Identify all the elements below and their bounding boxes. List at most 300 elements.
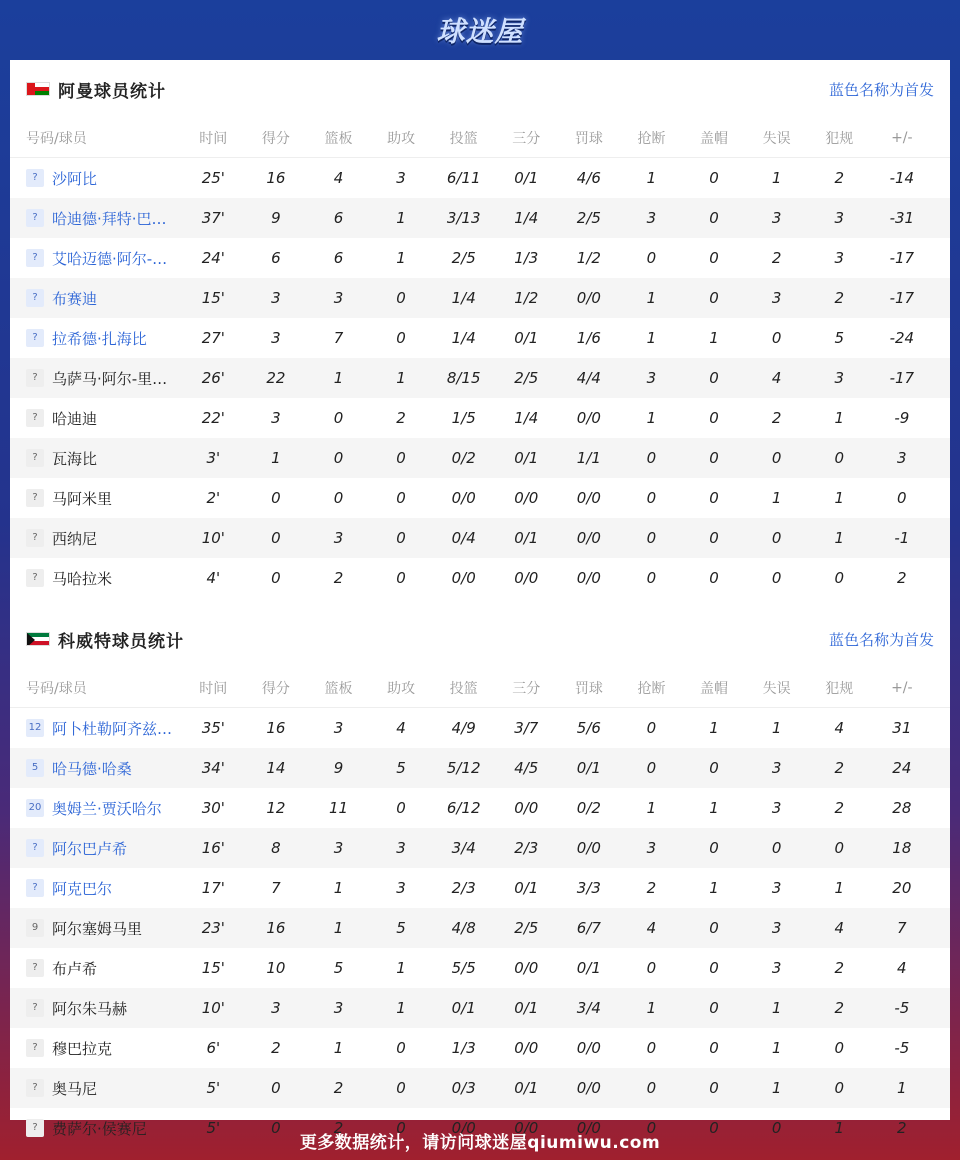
- stat-min: 5': [206, 1079, 221, 1097]
- stat-pf: 0: [834, 1079, 844, 1097]
- stat-stl: 0: [646, 1079, 657, 1097]
- jersey-number-badge: ?: [26, 569, 44, 587]
- jersey-number-badge: ?: [26, 209, 44, 227]
- stat-reb: 2: [333, 1079, 344, 1097]
- jersey-number-badge: ?: [26, 449, 44, 467]
- jersey-number-badge: ?: [26, 839, 44, 857]
- stat-to: 1: [771, 999, 782, 1017]
- stat-ast: 1: [396, 369, 406, 387]
- stat-fg: 2/5: [451, 249, 476, 267]
- stat-blk: 1: [709, 329, 719, 347]
- stat-pm: 0: [897, 489, 907, 507]
- stat-reb: 3: [333, 289, 344, 307]
- stat-fg: 1/5: [451, 409, 476, 427]
- stat-min: 3': [206, 449, 221, 467]
- stat-to: 1: [771, 719, 782, 737]
- stat-pts: 2: [271, 1039, 281, 1057]
- stat-ft: 0/1: [576, 959, 601, 977]
- stat-pf: 0: [834, 569, 844, 587]
- stat-reb: 4: [333, 169, 344, 187]
- stat-stl: 0: [646, 719, 657, 737]
- stat-ft: 4/6: [576, 169, 601, 187]
- stat-reb: 7: [333, 329, 344, 347]
- stat-ast: 0: [396, 1039, 406, 1057]
- player-name-link[interactable]: 阿尔朱马赫: [52, 999, 128, 1018]
- stat-pm: -9: [894, 409, 910, 427]
- player-name-link[interactable]: 阿克巴尔: [52, 879, 113, 898]
- stat-blk: 0: [709, 839, 719, 857]
- player-name-link[interactable]: 奥姆兰·贾沃哈尔: [52, 799, 162, 818]
- stat-blk: 0: [709, 959, 719, 977]
- stat-ast: 5: [396, 919, 406, 937]
- table-row: [10, 1068, 950, 1108]
- player-cell: [10, 208, 182, 229]
- col-ast: 助攻: [387, 130, 416, 147]
- stat-ast: 1: [396, 999, 406, 1017]
- stat-reb: 6: [333, 209, 344, 227]
- oman-flag-icon: [26, 82, 50, 96]
- jersey-number-badge: ?: [26, 1079, 44, 1097]
- stat-to: 2: [771, 249, 782, 267]
- stat-tp: 0/1: [514, 529, 539, 547]
- player-cell: [10, 448, 182, 469]
- stat-to: 1: [771, 1039, 782, 1057]
- stat-pm: -17: [889, 369, 915, 387]
- stat-stl: 0: [646, 759, 657, 777]
- stat-blk: 0: [709, 169, 719, 187]
- table-row: [10, 158, 950, 198]
- col-3p: 三分: [512, 130, 541, 147]
- table-row: [10, 988, 950, 1028]
- stat-pm: 4: [897, 959, 907, 977]
- stat-to: 3: [771, 209, 782, 227]
- col-blk: 盖帽: [700, 680, 729, 697]
- top-banner: [0, 0, 960, 60]
- stat-reb: 0: [333, 449, 344, 467]
- stat-to: 0: [771, 529, 782, 547]
- stat-pts: 0: [271, 1079, 281, 1097]
- stat-pts: 0: [271, 569, 281, 587]
- jersey-number-badge: ?: [26, 1039, 44, 1057]
- stat-to: 3: [771, 959, 782, 977]
- stat-pf: 2: [834, 999, 844, 1017]
- stat-min: 27': [201, 329, 225, 347]
- player-cell: [10, 488, 182, 509]
- stat-stl: 1: [646, 999, 657, 1017]
- stat-ft: 0/0: [576, 569, 601, 587]
- stat-min: 35': [201, 719, 225, 737]
- player-name-link[interactable]: 哈迪迪: [52, 409, 98, 428]
- col-pm: +/-: [891, 679, 913, 696]
- stat-min: 23': [201, 919, 225, 937]
- col-pm: +/-: [891, 129, 913, 146]
- player-cell: [10, 408, 182, 429]
- stat-to: 0: [771, 1119, 782, 1137]
- stat-fg: 0/4: [451, 529, 476, 547]
- stat-pts: 22: [266, 369, 286, 387]
- stat-fg: 5/5: [451, 959, 476, 977]
- stat-tp: 0/0: [514, 959, 539, 977]
- stat-stl: 1: [646, 799, 657, 817]
- player-cell: [10, 528, 182, 549]
- col-3p: 三分: [512, 680, 541, 697]
- player-cell: [10, 838, 182, 859]
- stat-min: 22': [201, 409, 225, 427]
- player-name-link[interactable]: 瓦海比: [52, 449, 98, 468]
- stat-ft: 0/0: [576, 839, 601, 857]
- player-name-link[interactable]: 哈迪德·拜特·巴…: [52, 209, 167, 228]
- player-name-link[interactable]: 马哈拉米: [52, 569, 113, 588]
- stat-ast: 0: [396, 329, 406, 347]
- footer-text: 更多数据统计，请访问球迷屋qiumiwu.com: [299, 1132, 661, 1153]
- stat-pts: 16: [266, 919, 286, 937]
- stat-min: 37': [201, 209, 225, 227]
- stat-blk: 0: [709, 529, 719, 547]
- stat-to: 3: [771, 759, 782, 777]
- stat-tp: 0/1: [514, 329, 539, 347]
- stat-pts: 3: [271, 409, 281, 427]
- stat-ast: 3: [396, 839, 406, 857]
- stat-stl: 3: [646, 369, 657, 387]
- stat-pm: -24: [889, 329, 915, 347]
- player-cell: [10, 368, 182, 389]
- stat-min: 16': [201, 839, 225, 857]
- stat-pf: 2: [834, 759, 844, 777]
- col-ft: 罚球: [574, 130, 603, 147]
- stat-tp: 2/5: [514, 919, 539, 937]
- col-to: 失误: [762, 680, 791, 697]
- stat-pf: 1: [834, 1119, 844, 1137]
- player-cell: [10, 248, 182, 269]
- stat-stl: 0: [646, 1039, 657, 1057]
- stat-ast: 0: [396, 569, 406, 587]
- stat-pts: 0: [271, 1119, 281, 1137]
- stat-blk: 0: [709, 449, 719, 467]
- stat-pf: 4: [834, 919, 844, 937]
- stat-pf: 5: [834, 329, 844, 347]
- stat-tp: 3/7: [514, 719, 539, 737]
- player-name-link[interactable]: 奥马尼: [52, 1079, 98, 1098]
- stat-reb: 3: [333, 529, 344, 547]
- stat-reb: 3: [333, 999, 344, 1017]
- table-row: [10, 788, 950, 828]
- stat-ast: 0: [396, 1079, 406, 1097]
- col-pts: 得分: [261, 130, 290, 147]
- stat-pm: -14: [889, 169, 915, 187]
- stat-pts: 8: [271, 839, 281, 857]
- table-row: [10, 948, 950, 988]
- player-name-link[interactable]: 哈马德·哈桑: [52, 759, 132, 778]
- stat-to: 1: [771, 169, 782, 187]
- stat-pm: -17: [889, 289, 915, 307]
- stat-pm: -31: [889, 209, 915, 227]
- stat-fg: 0/3: [451, 1079, 476, 1097]
- jersey-number-badge: ?: [26, 409, 44, 427]
- stat-to: 4: [771, 369, 782, 387]
- stat-ft: 3/3: [576, 879, 601, 897]
- stat-reb: 1: [333, 369, 344, 387]
- stat-tp: 0/0: [514, 1039, 539, 1057]
- stat-pf: 1: [834, 489, 844, 507]
- col-ast: 助攻: [387, 680, 416, 697]
- table-row: [10, 828, 950, 868]
- stat-pf: 0: [834, 839, 844, 857]
- stat-ast: 5: [396, 759, 406, 777]
- stat-fg: 0/2: [451, 449, 476, 467]
- stat-pf: 0: [834, 1039, 844, 1057]
- stat-reb: 2: [333, 569, 344, 587]
- stat-ft: 2/5: [576, 209, 601, 227]
- stat-min: 30': [201, 799, 225, 817]
- stat-reb: 3: [333, 839, 344, 857]
- player-cell: [10, 568, 182, 589]
- stat-min: 34': [201, 759, 225, 777]
- stat-ast: 0: [396, 529, 406, 547]
- table-row: [10, 398, 950, 438]
- stat-min: 4': [206, 569, 221, 587]
- col-pf: 犯规: [825, 680, 854, 697]
- stat-blk: 0: [709, 409, 719, 427]
- player-name-link[interactable]: 阿尔塞姆马里: [52, 919, 143, 938]
- stat-stl: 1: [646, 409, 657, 427]
- stat-pf: 3: [834, 249, 844, 267]
- stat-reb: 11: [328, 799, 349, 817]
- table-row: [10, 748, 950, 788]
- player-cell: [10, 798, 182, 819]
- table-row: [10, 558, 950, 598]
- jersey-number-badge: ?: [26, 329, 44, 347]
- player-name-link[interactable]: 拉希德·扎海比: [52, 329, 147, 348]
- player-rows: [10, 158, 950, 598]
- stat-fg: 5/12: [446, 759, 481, 777]
- table-row: [10, 708, 950, 748]
- jersey-number-badge: ?: [26, 249, 44, 267]
- stat-fg: 0/0: [451, 1119, 476, 1137]
- stat-min: 25': [201, 169, 225, 187]
- col-stl: 抢断: [637, 130, 666, 147]
- table-row: [10, 908, 950, 948]
- stat-fg: 1/4: [451, 329, 476, 347]
- stat-ft: 5/6: [576, 719, 601, 737]
- stat-tp: 0/0: [514, 489, 539, 507]
- stat-pts: 12: [266, 799, 286, 817]
- stat-pm: -5: [894, 1039, 910, 1057]
- stat-pf: 2: [834, 799, 844, 817]
- stat-ft: 4/4: [576, 369, 601, 387]
- team-section-kuwait: [10, 610, 950, 1148]
- team-header: [10, 60, 950, 118]
- stat-pts: 1: [271, 449, 281, 467]
- table-row: [10, 478, 950, 518]
- stat-pm: -1: [894, 529, 910, 547]
- stat-reb: 0: [333, 489, 344, 507]
- player-name-link[interactable]: 乌萨马·阿尔-里…: [52, 369, 168, 388]
- stat-pf: 2: [834, 169, 844, 187]
- table-row: [10, 238, 950, 278]
- stat-ast: 0: [396, 489, 406, 507]
- stat-to: 3: [771, 289, 782, 307]
- stat-min: 2': [206, 489, 221, 507]
- stat-stl: 3: [646, 209, 657, 227]
- stat-ast: 1: [396, 959, 406, 977]
- player-cell: [10, 958, 182, 979]
- table-row: [10, 358, 950, 398]
- stat-ft: 0/1: [576, 759, 601, 777]
- stat-tp: 2/5: [514, 369, 539, 387]
- jersey-number-badge: ?: [26, 959, 44, 977]
- stat-to: 1: [771, 489, 782, 507]
- stat-reb: 1: [333, 879, 344, 897]
- stat-pm: 20: [892, 879, 912, 897]
- stat-tp: 1/4: [514, 209, 539, 227]
- stat-ft: 3/4: [576, 999, 601, 1017]
- stat-blk: 0: [709, 249, 719, 267]
- stat-pf: 1: [834, 529, 844, 547]
- stat-pts: 9: [271, 209, 281, 227]
- col-player: 号码/球员: [26, 130, 87, 147]
- player-name-link[interactable]: 费萨尔·侯赛尼: [52, 1119, 147, 1138]
- player-cell: [10, 1038, 182, 1059]
- col-pf: 犯规: [825, 130, 854, 147]
- player-name-link[interactable]: 西纳尼: [52, 529, 98, 548]
- stat-pf: 3: [834, 369, 844, 387]
- brand-logo: 球迷屋: [436, 15, 524, 48]
- player-name-link[interactable]: 艾哈迈德·阿尔-…: [52, 249, 168, 268]
- player-cell: [10, 918, 182, 939]
- stat-pf: 2: [834, 959, 844, 977]
- stat-stl: 1: [646, 329, 657, 347]
- player-name-link[interactable]: 沙阿比: [52, 169, 98, 188]
- stat-pts: 0: [271, 489, 281, 507]
- table-row: [10, 1028, 950, 1068]
- jersey-number-badge: 9: [26, 919, 44, 937]
- stat-ft: 1/1: [576, 449, 601, 467]
- stat-stl: 2: [646, 879, 657, 897]
- stat-pf: 2: [834, 289, 844, 307]
- table-row: [10, 438, 950, 478]
- jersey-number-badge: ?: [26, 879, 44, 897]
- stat-blk: 1: [709, 799, 719, 817]
- stat-pts: 3: [271, 289, 281, 307]
- table-row: [10, 518, 950, 558]
- stat-min: 24': [201, 249, 225, 267]
- stat-fg: 3/13: [446, 209, 481, 227]
- player-name-link[interactable]: 阿卜杜勒阿齐兹…: [52, 719, 173, 738]
- table-row: [10, 868, 950, 908]
- stat-pm: 28: [892, 799, 912, 817]
- stat-stl: 0: [646, 249, 657, 267]
- col-reb: 篮板: [324, 130, 353, 147]
- stat-tp: 0/1: [514, 999, 539, 1017]
- team-title: 阿曼球员统计: [58, 81, 166, 102]
- stat-ast: 0: [396, 1119, 406, 1137]
- footer-banner: [0, 1120, 960, 1160]
- col-min: 时间: [199, 680, 228, 697]
- col-fg: 投篮: [449, 130, 478, 147]
- jersey-number-badge: ?: [26, 999, 44, 1017]
- stat-blk: 0: [709, 919, 719, 937]
- stat-ast: 1: [396, 209, 406, 227]
- stat-to: 3: [771, 919, 782, 937]
- stat-pts: 16: [266, 169, 286, 187]
- player-cell: [10, 758, 182, 779]
- stat-blk: 0: [709, 209, 719, 227]
- player-cell: [10, 328, 182, 349]
- player-cell: [10, 288, 182, 309]
- stat-fg: 0/0: [451, 569, 476, 587]
- stat-pf: 4: [834, 719, 844, 737]
- stat-fg: 3/4: [451, 839, 476, 857]
- starter-note: 蓝色名称为首发: [828, 80, 934, 99]
- stat-reb: 1: [333, 919, 344, 937]
- stat-pts: 0: [271, 529, 281, 547]
- stat-min: 26': [201, 369, 225, 387]
- table-row: [10, 318, 950, 358]
- starter-note: 蓝色名称为首发: [828, 630, 934, 649]
- stat-fg: 0/0: [451, 489, 476, 507]
- stat-min: 6': [206, 1039, 221, 1057]
- stat-pts: 16: [266, 719, 286, 737]
- stat-blk: 0: [709, 489, 719, 507]
- stat-fg: 6/12: [446, 799, 481, 817]
- stat-ft: 0/0: [576, 289, 601, 307]
- jersey-number-badge: 5: [26, 759, 44, 777]
- stat-tp: 1/3: [514, 249, 539, 267]
- stat-reb: 9: [333, 759, 344, 777]
- stat-stl: 0: [646, 529, 657, 547]
- stat-reb: 6: [333, 249, 344, 267]
- stat-fg: 0/1: [451, 999, 476, 1017]
- player-name-link[interactable]: 穆巴拉克: [52, 1039, 113, 1058]
- stat-pm: -5: [894, 999, 910, 1017]
- player-cell: [10, 1078, 182, 1099]
- player-cell: [10, 168, 182, 189]
- stat-pm: 24: [892, 759, 912, 777]
- stat-tp: 1/2: [514, 289, 539, 307]
- stat-min: 10': [201, 999, 225, 1017]
- player-name-link[interactable]: 阿尔巴卢希: [52, 839, 128, 858]
- stat-pm: 7: [897, 919, 907, 937]
- stat-fg: 4/8: [451, 919, 476, 937]
- stat-fg: 2/3: [451, 879, 476, 897]
- stat-ast: 4: [396, 719, 406, 737]
- stat-pf: 0: [834, 449, 844, 467]
- stat-min: 17': [201, 879, 225, 897]
- player-rows: [10, 708, 950, 1148]
- stat-pm: -17: [889, 249, 915, 267]
- stat-pts: 3: [271, 999, 281, 1017]
- stat-min: 15': [201, 959, 225, 977]
- stat-tp: 0/0: [514, 799, 539, 817]
- stat-stl: 0: [646, 449, 657, 467]
- stat-pm: 3: [897, 449, 907, 467]
- player-name-link[interactable]: 马阿米里: [52, 489, 113, 508]
- stat-ft: 0/2: [576, 799, 601, 817]
- stat-pf: 3: [834, 209, 844, 227]
- table-row: [10, 278, 950, 318]
- stat-fg: 4/9: [451, 719, 476, 737]
- stat-ft: 1/6: [576, 329, 601, 347]
- stat-to: 0: [771, 329, 782, 347]
- player-cell: [10, 718, 182, 739]
- player-name-link[interactable]: 布赛迪: [52, 289, 98, 308]
- stat-pm: 2: [897, 569, 907, 587]
- stat-blk: 1: [709, 719, 719, 737]
- stat-tp: 0/1: [514, 169, 539, 187]
- player-name-link[interactable]: 布卢希: [52, 959, 98, 978]
- stat-pts: 3: [271, 329, 281, 347]
- stat-to: 0: [771, 449, 782, 467]
